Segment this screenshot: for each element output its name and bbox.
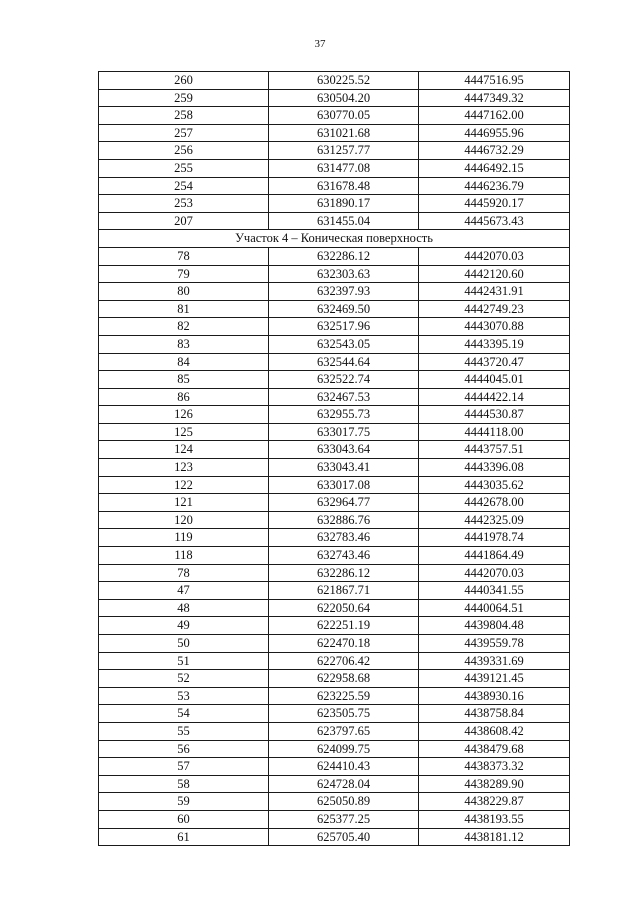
y-coordinate-cell: 4443720.47 [419,353,570,371]
table-row [99,212,570,230]
y-coordinate-cell: 4443395.19 [419,335,570,353]
x-coordinate-cell: 622958.68 [269,670,419,688]
table-row [99,670,570,688]
table-row [99,89,570,107]
table-row [99,406,570,424]
table-row [99,247,570,265]
y-coordinate-cell: 4438373.32 [419,758,570,776]
y-coordinate-cell: 4442070.03 [419,564,570,582]
y-coordinate-cell: 4446955.96 [419,124,570,142]
coordinates-table-body [99,72,570,846]
y-coordinate-cell: 4447516.95 [419,72,570,90]
table-row [99,775,570,793]
point-number-cell: 80 [99,283,269,301]
point-number-cell: 61 [99,828,269,846]
table-row [99,388,570,406]
x-coordinate-cell: 624099.75 [269,740,419,758]
y-coordinate-cell: 4442749.23 [419,300,570,318]
section-title: Участок 4 – Коническая поверхность [99,230,570,248]
x-coordinate-cell: 632469.50 [269,300,419,318]
x-coordinate-cell: 631890.17 [269,195,419,213]
y-coordinate-cell: 4443035.62 [419,476,570,494]
x-coordinate-cell: 625377.25 [269,810,419,828]
table-row [99,687,570,705]
table-row [99,177,570,195]
x-coordinate-cell: 622706.42 [269,652,419,670]
x-coordinate-cell: 632467.53 [269,388,419,406]
x-coordinate-cell: 632955.73 [269,406,419,424]
point-number-cell: 83 [99,335,269,353]
point-number-cell: 49 [99,617,269,635]
point-number-cell: 86 [99,388,269,406]
x-coordinate-cell: 622251.19 [269,617,419,635]
y-coordinate-cell: 4444045.01 [419,371,570,389]
point-number-cell: 53 [99,687,269,705]
y-coordinate-cell: 4443757.51 [419,441,570,459]
point-number-cell: 78 [99,564,269,582]
x-coordinate-cell: 631257.77 [269,142,419,160]
point-number-cell: 121 [99,494,269,512]
table-row [99,195,570,213]
y-coordinate-cell: 4447162.00 [419,107,570,125]
table-row [99,124,570,142]
point-number-cell: 255 [99,159,269,177]
x-coordinate-cell: 632543.05 [269,335,419,353]
point-number-cell: 85 [99,371,269,389]
y-coordinate-cell: 4438181.12 [419,828,570,846]
section-row [99,230,570,248]
point-number-cell: 253 [99,195,269,213]
table-row [99,265,570,283]
table-row [99,722,570,740]
y-coordinate-cell: 4447349.32 [419,89,570,107]
x-coordinate-cell: 624728.04 [269,775,419,793]
point-number-cell: 256 [99,142,269,160]
y-coordinate-cell: 4442070.03 [419,247,570,265]
y-coordinate-cell: 4445673.43 [419,212,570,230]
y-coordinate-cell: 4444422.14 [419,388,570,406]
x-coordinate-cell: 632286.12 [269,564,419,582]
point-number-cell: 122 [99,476,269,494]
y-coordinate-cell: 4438479.68 [419,740,570,758]
table-row [99,564,570,582]
y-coordinate-cell: 4443396.08 [419,459,570,477]
point-number-cell: 118 [99,547,269,565]
table-row [99,810,570,828]
x-coordinate-cell: 622050.64 [269,599,419,617]
x-coordinate-cell: 632522.74 [269,371,419,389]
x-coordinate-cell: 633043.41 [269,459,419,477]
point-number-cell: 120 [99,511,269,529]
x-coordinate-cell: 633043.64 [269,441,419,459]
table-row [99,476,570,494]
x-coordinate-cell: 633017.75 [269,423,419,441]
y-coordinate-cell: 4441978.74 [419,529,570,547]
x-coordinate-cell: 623225.59 [269,687,419,705]
y-coordinate-cell: 4438758.84 [419,705,570,723]
table-row [99,159,570,177]
point-number-cell: 124 [99,441,269,459]
table-row [99,828,570,846]
point-number-cell: 82 [99,318,269,336]
point-number-cell: 257 [99,124,269,142]
table-row [99,335,570,353]
x-coordinate-cell: 631477.08 [269,159,419,177]
table-row [99,142,570,160]
point-number-cell: 259 [99,89,269,107]
table-row [99,793,570,811]
point-number-cell: 57 [99,758,269,776]
x-coordinate-cell: 630225.52 [269,72,419,90]
y-coordinate-cell: 4439331.69 [419,652,570,670]
x-coordinate-cell: 632964.77 [269,494,419,512]
x-coordinate-cell: 621867.71 [269,582,419,600]
y-coordinate-cell: 4442325.09 [419,511,570,529]
point-number-cell: 258 [99,107,269,125]
point-number-cell: 81 [99,300,269,318]
x-coordinate-cell: 632783.46 [269,529,419,547]
table-row [99,547,570,565]
x-coordinate-cell: 625705.40 [269,828,419,846]
table-row [99,599,570,617]
x-coordinate-cell: 622470.18 [269,635,419,653]
table-row [99,494,570,512]
point-number-cell: 207 [99,212,269,230]
y-coordinate-cell: 4446236.79 [419,177,570,195]
x-coordinate-cell: 630770.05 [269,107,419,125]
table-row [99,635,570,653]
point-number-cell: 47 [99,582,269,600]
y-coordinate-cell: 4443070.88 [419,318,570,336]
point-number-cell: 51 [99,652,269,670]
point-number-cell: 50 [99,635,269,653]
x-coordinate-cell: 631021.68 [269,124,419,142]
table-row [99,353,570,371]
point-number-cell: 52 [99,670,269,688]
table-row [99,107,570,125]
table-row [99,72,570,90]
y-coordinate-cell: 4439804.48 [419,617,570,635]
point-number-cell: 79 [99,265,269,283]
point-number-cell: 55 [99,722,269,740]
x-coordinate-cell: 623797.65 [269,722,419,740]
x-coordinate-cell: 623505.75 [269,705,419,723]
table-row [99,617,570,635]
x-coordinate-cell: 632397.93 [269,283,419,301]
table-row [99,283,570,301]
x-coordinate-cell: 631678.48 [269,177,419,195]
point-number-cell: 48 [99,599,269,617]
y-coordinate-cell: 4440064.51 [419,599,570,617]
coordinates-table [98,71,570,846]
y-coordinate-cell: 4442120.60 [419,265,570,283]
y-coordinate-cell: 4438229.87 [419,793,570,811]
table-row [99,441,570,459]
x-coordinate-cell: 624410.43 [269,758,419,776]
table-row [99,705,570,723]
x-coordinate-cell: 625050.89 [269,793,419,811]
x-coordinate-cell: 632544.64 [269,353,419,371]
y-coordinate-cell: 4442431.91 [419,283,570,301]
table-row [99,652,570,670]
x-coordinate-cell: 632743.46 [269,547,419,565]
table-row [99,529,570,547]
x-coordinate-cell: 632517.96 [269,318,419,336]
table-row [99,371,570,389]
y-coordinate-cell: 4446492.15 [419,159,570,177]
table-row [99,459,570,477]
x-coordinate-cell: 630504.20 [269,89,419,107]
table-row [99,511,570,529]
y-coordinate-cell: 4438289.90 [419,775,570,793]
x-coordinate-cell: 632286.12 [269,247,419,265]
y-coordinate-cell: 4438930.16 [419,687,570,705]
y-coordinate-cell: 4445920.17 [419,195,570,213]
y-coordinate-cell: 4438193.55 [419,810,570,828]
y-coordinate-cell: 4439559.78 [419,635,570,653]
table-row [99,758,570,776]
y-coordinate-cell: 4440341.55 [419,582,570,600]
point-number-cell: 84 [99,353,269,371]
y-coordinate-cell: 4442678.00 [419,494,570,512]
point-number-cell: 254 [99,177,269,195]
point-number-cell: 78 [99,247,269,265]
point-number-cell: 59 [99,793,269,811]
point-number-cell: 125 [99,423,269,441]
y-coordinate-cell: 4439121.45 [419,670,570,688]
y-coordinate-cell: 4446732.29 [419,142,570,160]
table-row [99,318,570,336]
point-number-cell: 119 [99,529,269,547]
table-row [99,740,570,758]
y-coordinate-cell: 4444118.00 [419,423,570,441]
y-coordinate-cell: 4441864.49 [419,547,570,565]
page-number: 37 [314,38,326,50]
y-coordinate-cell: 4438608.42 [419,722,570,740]
point-number-cell: 126 [99,406,269,424]
point-number-cell: 123 [99,459,269,477]
y-coordinate-cell: 4444530.87 [419,406,570,424]
point-number-cell: 60 [99,810,269,828]
table-row [99,582,570,600]
x-coordinate-cell: 631455.04 [269,212,419,230]
point-number-cell: 58 [99,775,269,793]
point-number-cell: 56 [99,740,269,758]
x-coordinate-cell: 632303.63 [269,265,419,283]
table-row [99,300,570,318]
table-row [99,423,570,441]
x-coordinate-cell: 632886.76 [269,511,419,529]
point-number-cell: 260 [99,72,269,90]
point-number-cell: 54 [99,705,269,723]
x-coordinate-cell: 633017.08 [269,476,419,494]
